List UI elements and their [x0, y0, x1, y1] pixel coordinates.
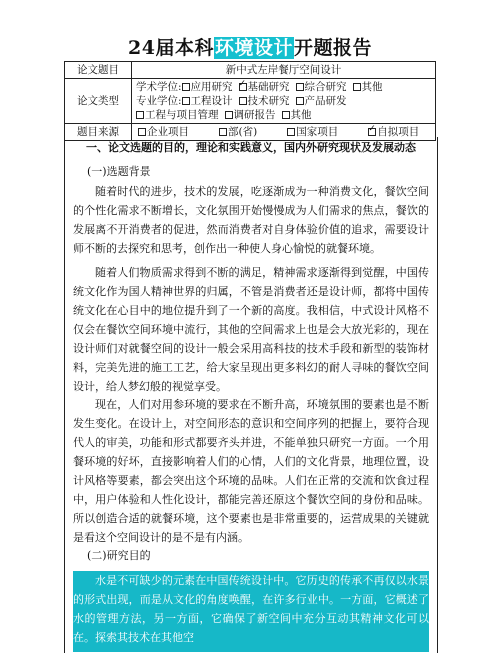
option-self-proposed[interactable]: ✓ 自拟项目 [368, 126, 419, 138]
option-survey-report[interactable]: 调研报告 [225, 109, 276, 121]
option-other-academic[interactable]: 其他 [353, 81, 383, 93]
option-other-professional[interactable]: 其他 [282, 109, 312, 121]
option-technical-research[interactable]: 技术研究 [239, 95, 290, 107]
checkbox-icon[interactable] [138, 128, 146, 136]
type-line-2 [136, 94, 431, 108]
title-suffix: 开题报告 [293, 37, 372, 59]
option-applied-research[interactable]: 应用研究 [182, 81, 233, 93]
title-highlight: 环境设计 [214, 37, 293, 59]
subsection-purpose: (二)研究目的 [87, 549, 151, 562]
type-label: 论文类型 [65, 79, 132, 124]
option-national-project[interactable]: 国家项目 [287, 126, 338, 138]
section-body [64, 137, 438, 653]
title-prefix: 24届本科 [128, 37, 214, 59]
option-comprehensive-research[interactable]: 综合研究 [296, 81, 347, 93]
paragraph-2: 随着人们物质需求得到不断的满足，精神需求逐渐得到觉醒，中国传统文化作为国人精神世界的归属，不管是消费者还是设计师，都将中国传统文化在心目中的地位提升到了一个新的高度。我相信，中式设计风格不仅会在餐饮空间环境中流行，其他的空间需求上也是会大放光彩的，现在设计师们对就餐空间的设计一般会采用高科技的技术手段和新型的装饰材料，完美先进的施工工艺，给大家呈现出更多料幻的耐人寻味的餐饮空间设计，给人梦幻般的视觉享受。 [73, 266, 429, 393]
checkbox-icon[interactable] [287, 128, 295, 136]
option-enterprise-project[interactable]: 企业项目 [138, 126, 189, 138]
source-label: 题目来源 [65, 124, 132, 141]
option-basic-research[interactable]: ✓ 基础研究 [239, 81, 290, 93]
option-product-development[interactable]: 产品研发 [296, 95, 347, 107]
topic-value: 新中式左岸餐厅空间设计 [132, 62, 436, 79]
checkbox-icon[interactable] [353, 83, 361, 91]
checkbox-icon[interactable] [296, 83, 304, 91]
checkbox-icon[interactable] [282, 111, 290, 119]
type-line-3 [136, 108, 431, 122]
checkbox-icon[interactable] [182, 83, 190, 91]
section-heading: 一、论文选题的目的，理论和实践意义，国内外研究现状及发展动态 [86, 141, 416, 154]
paragraph-3: 现在，人们对用参环境的要求在不断升高，环境氛围的要素也是不断发生变化。在设计上，对空间形态的意识和空间序列的把握上，要符合现代人的审美，功能和形式都要齐头并进，不能单独只研究一方面。一个用餐环境的好坏，直接影响着人们的心情，人们的文化背景，地理位置，设计风格等要素，都会突出这个环境的品味。人们在正常的交流和饮食过程中，用户体验和人性化设计，都能完善还原这个餐饮空间的身份和品味。所以创造合适的就餐环境，这个要素也是非常重要的，运营成果的关键就是看这个空间设计的是不是有内涵。 [73, 398, 429, 544]
professional-prefix: 专业学位: [136, 95, 182, 107]
paragraph-4-highlighted: 水是不可缺少的元素在中国传统设计中。它历史的传承不再仅以水景的形式出现，而是从文化的角度唤醒，在许多行业中。一方面，它概述了水的管理方法，另一方面，它确保了新空间中充分互动其精神文化可以在。探索其技术在其他空 [73, 571, 429, 652]
option-project-management[interactable]: 工程与项目管理 [136, 109, 219, 121]
subsection-background: (一)选题背景 [87, 165, 151, 178]
type-line-1 [136, 80, 431, 94]
checkbox-checked-icon[interactable] [368, 128, 376, 136]
option-engineering-design[interactable]: 工程设计 [182, 95, 233, 107]
checkbox-icon[interactable] [239, 97, 247, 105]
checkbox-icon[interactable] [136, 111, 144, 119]
paragraph-1: 随着时代的进步，技术的发展，吃逐渐成为一种消费文化，餐饮空间的个性化需求不断增长，文化氛围开始慢慢成为人们需求的焦点，餐饮的发展离不开消费者的促进，然而消费者对自身体验价值的追求，需要设计师不断的去探究和思考，创作出一种使人身心愉悦的就餐环境。 [73, 185, 429, 255]
checkbox-icon[interactable] [225, 111, 233, 119]
info-table [64, 61, 436, 141]
checkbox-icon[interactable] [219, 128, 227, 136]
topic-row [65, 62, 436, 79]
topic-label: 论文题目 [65, 62, 132, 79]
checkbox-icon[interactable] [182, 97, 190, 105]
checkbox-icon[interactable] [296, 97, 304, 105]
checkbox-checked-icon[interactable] [239, 83, 247, 91]
type-row [65, 79, 436, 124]
option-ministry-province[interactable]: 部(省) [219, 126, 257, 138]
academic-prefix: 学术学位: [136, 81, 182, 93]
page-title [0, 36, 500, 60]
type-options [132, 79, 436, 124]
